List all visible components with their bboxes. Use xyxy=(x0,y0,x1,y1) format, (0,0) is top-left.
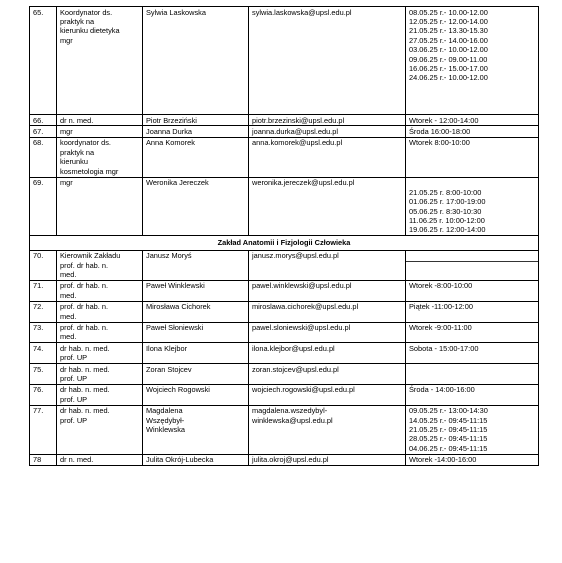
row-number: 69. xyxy=(30,177,57,235)
office-hours: 21.05.25 r. 8:00-10:00 01.06.25 r. 17:00-19:00 05.06.25 r. 8:30-10:30 11.06.25 r. 10:00-12:00 19.06.25 r. 12:00-14:00 xyxy=(406,177,539,235)
academic-title: koordynator ds. praktyk na kierunku kosmetologia mgr xyxy=(57,137,143,177)
table-row xyxy=(30,280,539,301)
table-row xyxy=(30,177,539,235)
table-row xyxy=(30,454,539,465)
academic-title: dr hab. n. med. prof. UP xyxy=(57,405,143,454)
row-number: 74. xyxy=(30,343,57,364)
email-address: weronika.jereczek@upsl.edu.pl xyxy=(249,177,406,235)
staff-table-body-1 xyxy=(30,7,539,236)
table-row xyxy=(30,405,539,454)
office-hours xyxy=(406,250,539,280)
office-hours: Środa 16:00-18:00 xyxy=(406,126,539,137)
office-hours: Sobota - 15:00-17:00 xyxy=(406,343,539,364)
person-name: Sylwia Laskowska xyxy=(143,7,249,115)
person-name: Zoran Stojcev xyxy=(143,364,249,385)
email-address: anna.komorek@upsl.edu.pl xyxy=(249,137,406,177)
staff-table-body-2 xyxy=(30,250,539,466)
person-name: Janusz Moryś xyxy=(143,250,249,280)
academic-title: dr hab. n. med. prof. UP xyxy=(57,364,143,385)
table-row xyxy=(30,343,539,364)
person-name: Anna Komorek xyxy=(143,137,249,177)
row-number: 67. xyxy=(30,126,57,137)
email-address: sylwia.laskowska@upsl.edu.pl xyxy=(249,7,406,115)
row-number: 78 xyxy=(30,454,57,465)
email-address: ilona.klejbor@upsl.edu.pl xyxy=(249,343,406,364)
office-hours: 08.05.25 r.- 10.00-12.00 12.05.25 r.- 12.00-14.00 21.05.25 r.- 13.30-15.30 27.05.25 r.- 14.00-16.00 03.06.25 r.- 10.00-12.00 09.06.25 r.- 09.00-11.00 16.06.25 r.- 15.00-17.00 24.06.25 r.- 10.00-12.00 xyxy=(406,7,539,115)
section-header-row xyxy=(30,236,539,250)
person-name: Paweł Winklewski xyxy=(143,280,249,301)
office-hours xyxy=(406,364,539,385)
person-name: Paweł Słoniewski xyxy=(143,322,249,343)
person-name: Ilona Klejbor xyxy=(143,343,249,364)
office-hours: Środa - 14:00-16:00 xyxy=(406,384,539,405)
academic-title: dr n. med. xyxy=(57,115,143,126)
row-number: 68. xyxy=(30,137,57,177)
office-hours: 09.05.25 r.- 13:00-14:30 14.05.25 r.- 09:45-11:15 21.05.25 r.- 09:45-11:15 28.05.25 r.- 09:45-11:15 04.06.25 r.- 09:45-11:15 xyxy=(406,405,539,454)
academic-title: mgr xyxy=(57,177,143,235)
row-number: 76. xyxy=(30,384,57,405)
row-number: 77. xyxy=(30,405,57,454)
row-number: 66. xyxy=(30,115,57,126)
staff-table xyxy=(29,6,539,466)
email-address: janusz.morys@upsl.edu.pl xyxy=(249,250,406,280)
email-address: zoran.stojcev@upsl.edu.pl xyxy=(249,364,406,385)
row-number: 70. xyxy=(30,250,57,280)
table-row xyxy=(30,115,539,126)
email-address: pawel.sloniewski@upsl.edu.pl xyxy=(249,322,406,343)
table-row xyxy=(30,301,539,322)
contact-hours-document xyxy=(29,6,538,466)
academic-title: prof. dr hab. n. med. xyxy=(57,301,143,322)
person-name: Magdalena Wszędybył- Winklewska xyxy=(143,405,249,454)
academic-title: dr n. med. xyxy=(57,454,143,465)
person-name: Weronika Jereczek xyxy=(143,177,249,235)
email-address: magdalena.wszedybyl- winklewska@upsl.edu.pl xyxy=(249,405,406,454)
table-row xyxy=(30,322,539,343)
email-address: julita.okroj@upsl.edu.pl xyxy=(249,454,406,465)
email-address: wojciech.rogowski@upsl.edu.pl xyxy=(249,384,406,405)
person-name: Wojciech Rogowski xyxy=(143,384,249,405)
academic-title: Koordynator ds. praktyk na kierunku dietetyka mgr xyxy=(57,7,143,115)
row-number: 73. xyxy=(30,322,57,343)
person-name: Mirosława Cichorek xyxy=(143,301,249,322)
academic-title: dr hab. n. med. prof. UP xyxy=(57,384,143,405)
email-address: pawel.winklewski@upsl.edu.pl xyxy=(249,280,406,301)
row-number: 72. xyxy=(30,301,57,322)
section-header xyxy=(30,236,539,250)
office-hours: Wtorek -14:00-16:00 xyxy=(406,454,539,465)
email-address: piotr.brzezinski@upsl.edu.pl xyxy=(249,115,406,126)
office-hours: Wtorek -8:00-10:00 xyxy=(406,280,539,301)
academic-title: prof. dr hab. n. med. xyxy=(57,280,143,301)
person-name: Julita Okrój-Lubecka xyxy=(143,454,249,465)
row-number: 71. xyxy=(30,280,57,301)
academic-title: prof. dr hab. n. med. xyxy=(57,322,143,343)
row-number: 75. xyxy=(30,364,57,385)
table-row xyxy=(30,384,539,405)
row-number: 65. xyxy=(30,7,57,115)
email-address: miroslawa.cichorek@upsl.edu.pl xyxy=(249,301,406,322)
academic-title: dr hab. n. med. prof. UP xyxy=(57,343,143,364)
academic-title: Kierownik Zakładu prof. dr hab. n. med. xyxy=(57,250,143,280)
table-row xyxy=(30,7,539,115)
academic-title: mgr xyxy=(57,126,143,137)
person-name: Joanna Durka xyxy=(143,126,249,137)
office-hours: Wtorek 8:00-10:00 xyxy=(406,137,539,177)
section-title: Zakład Anatomii i Fizjologii Człowieka xyxy=(30,236,539,250)
office-hours: Wtorek -9:00-11:00 xyxy=(406,322,539,343)
email-address: joanna.durka@upsl.edu.pl xyxy=(249,126,406,137)
table-row xyxy=(30,364,539,385)
office-hours: Piątek -11:00-12:00 xyxy=(406,301,539,322)
table-row xyxy=(30,126,539,137)
office-hours: Wtorek - 12:00-14:00 xyxy=(406,115,539,126)
table-row xyxy=(30,137,539,177)
table-row xyxy=(30,250,539,280)
person-name: Piotr Brzeziński xyxy=(143,115,249,126)
